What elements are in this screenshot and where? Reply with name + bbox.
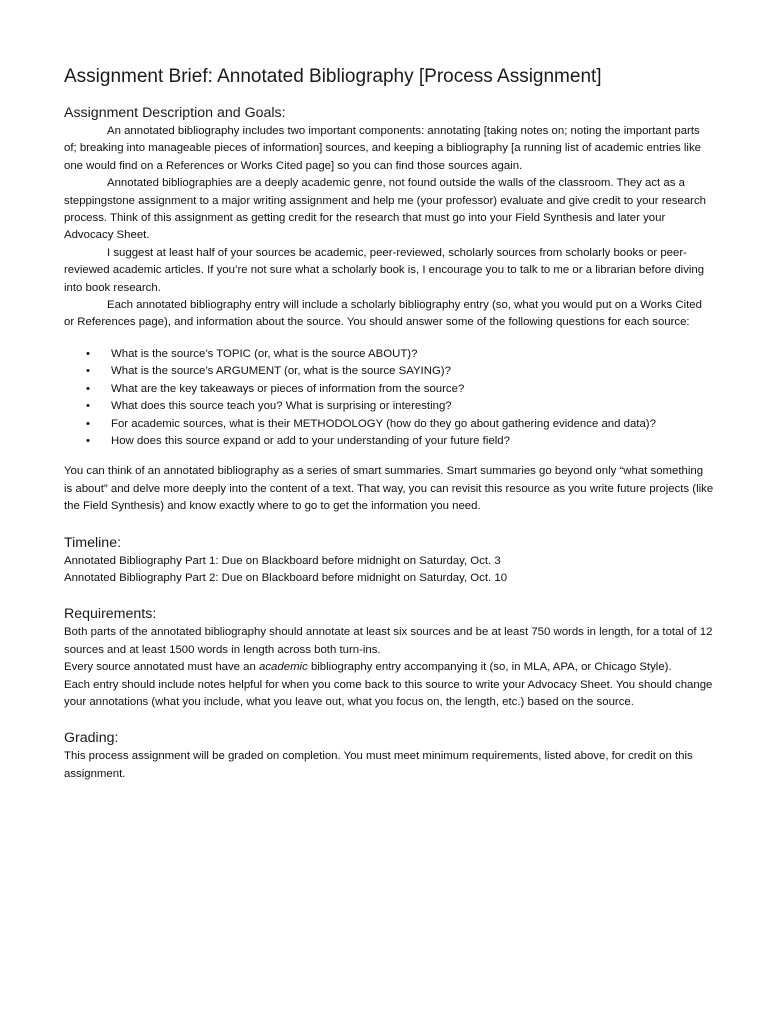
list-item: • What are the key takeaways or pieces of information from the source?: [64, 381, 714, 398]
list-item: • What is the source’s TOPIC (or, what is the source ABOUT)?: [64, 346, 714, 363]
requirements-heading: Requirements:: [64, 606, 157, 623]
requirements-line-1: Both parts of the annotated bibliography should annotate at least six sources and be at least 750 words in length, for a total of 12 sources and at least 1500 words in length across both turn-ins.: [64, 626, 713, 656]
requirements-line-3: Each entry should include notes helpful for when you come back to this source to write your Advocacy Sheet. You should change your annotations (what you include, what you leave out, what you focus on, the length, etc.) based on the source.: [64, 678, 713, 708]
description-paragraph-4: Each annotated bibliography entry will include a scholarly bibliography entry (so, what you would put on a Works Cited or References page), and information about the source. You should answer some of the following questions for each source:: [64, 299, 702, 329]
list-item: • What does this source teach you? What is surprising or interesting?: [64, 398, 714, 415]
description-paragraph-1: An annotated bibliography includes two important components: annotating [taking notes on; noting the important parts of; breaking into manageable pieces of information] sources, and keeping a bibliography [a running list of academic entries like one would find on a References or Works Cited page] so you can find those sources again.: [64, 125, 701, 172]
document-page: [64, 64, 714, 783]
description-paragraph-3: I suggest at least half of your sources be academic, peer-reviewed, scholarly sources from scholarly books or peer-reviewed academic articles. If you’re not sure what a scholarly book is, I encourage you to talk to me or a librarian before diving into book research.: [64, 246, 705, 294]
page-title: Assignment Brief: Annotated Bibliography [Process Assignment]: [64, 66, 602, 87]
requirements-line-2: Every source annotated must have an academic bibliography entry accompanying it (so, in MLA, APA, or Chicago Style).: [64, 661, 672, 674]
questions-list: [64, 346, 714, 450]
description-heading: Assignment Description and Goals:: [64, 105, 286, 121]
list-item: • How does this source expand or add to your understanding of your future field?: [64, 433, 714, 450]
grading-text: This process assignment will be graded on completion. You must meet minimum requirements, listed above, for credit on this assignment.: [64, 750, 693, 780]
bullet-icon: •: [86, 434, 90, 447]
summary-paragraph: You can think of an annotated bibliography as a series of smart summaries. Smart summaries go beyond only “what something is about” and delve more deeply into the content of a text. That way, you can revisit this resource as you write future projects (like the Field Synthesis) and know exactly where to go to get the information you need.: [64, 465, 714, 513]
timeline-line-1: Annotated Bibliography Part 1: Due on Blackboard before midnight on Saturday, Oct. 3: [64, 554, 501, 567]
bullet-icon: •: [86, 417, 90, 430]
grading-heading: Grading:: [64, 730, 119, 747]
bullet-icon: •: [86, 382, 90, 395]
bullet-icon: •: [86, 400, 90, 413]
list-item: • For academic sources, what is their METHODOLOGY (how do they go about gathering evidence and data)?: [64, 416, 714, 433]
academic-emphasis: academic: [259, 661, 308, 674]
timeline-heading: Timeline:: [64, 534, 122, 551]
timeline-line-2: Annotated Bibliography Part 2: Due on Blackboard before midnight on Saturday, Oct. 10: [64, 571, 508, 584]
description-paragraph-2: Annotated bibliographies are a deeply academic genre, not found outside the walls of the classroom. They act as a steppingstone assignment to a major writing assignment and help me (your professor) evaluate and give credit to your research process. Think of this assignment as getting credit for the research that must go into your Field Synthesis and later your Advocacy Sheet.: [64, 177, 707, 242]
bullet-icon: •: [86, 365, 90, 378]
list-item: • What is the source’s ARGUMENT (or, what is the source SAYING)?: [64, 363, 714, 380]
bullet-icon: •: [86, 347, 90, 360]
